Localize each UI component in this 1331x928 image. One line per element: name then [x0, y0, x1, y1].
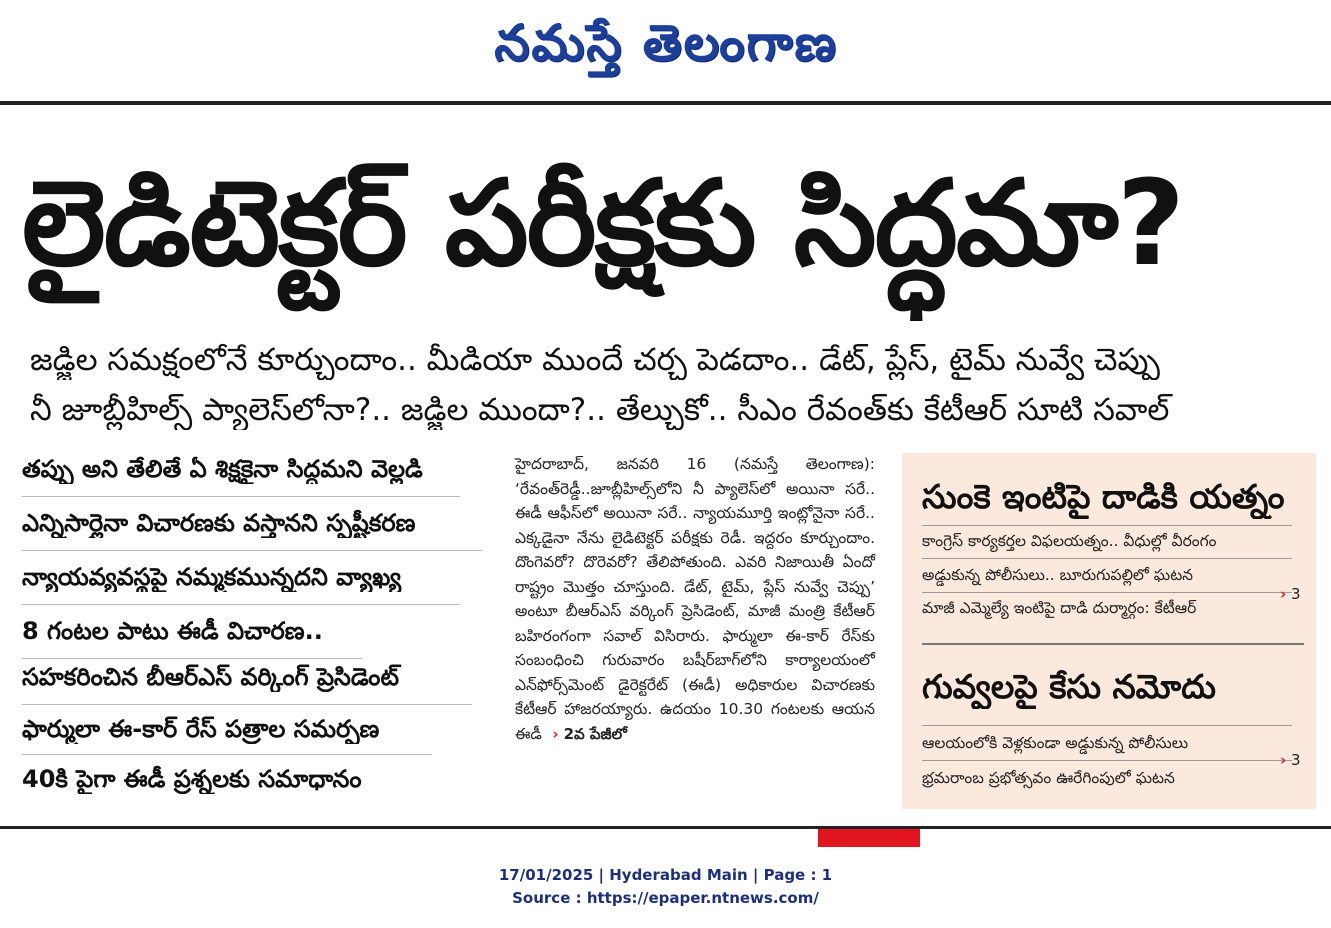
chevron-right-icon: ›: [1280, 751, 1287, 769]
lead-story: [515, 452, 875, 746]
page-number: 3: [1290, 751, 1301, 769]
divider: [22, 604, 460, 605]
sidebar-box: [902, 453, 1316, 809]
sidebar-story1-line: మాజీ ఎమ్మెల్యే ఇంటిపై దాడి దుర్మార్గం: కేటీఆర్: [922, 599, 1197, 617]
sidebar-story1-line: అడ్డుకున్న పోలీసులు.. బూరుగుపల్లిలో ఘటన: [922, 566, 1194, 584]
divider: [922, 525, 1292, 526]
divider: [22, 550, 482, 551]
divider: [922, 592, 1292, 593]
divider: [922, 760, 1292, 761]
divider: [22, 496, 460, 497]
subheadline-1: జడ్జిల సమక్షంలోనే కూర్చుందాం.. మీడియా ముందే చర్చ పెడదాం.. డేట్, ప్లేస్, టైమ్ నువ్వే చెప్పు: [30, 342, 1160, 378]
divider: [22, 658, 362, 659]
continued-arrow-icon: ›: [546, 724, 559, 743]
chevron-right-icon: ›: [1280, 585, 1287, 603]
highlight-item: ఎన్నిసార్లైనా విచారణకు వస్తానని స్పష్టీకరణ: [22, 509, 416, 537]
divider: [922, 558, 1292, 559]
bottom-rule: [0, 826, 1331, 829]
story-body: హైదరాబాద్, జనవరి 16 (నమస్తే తెలంగాణ): ‘రేవంత్‌రెడ్డీ..జూబ్లీహిల్స్‌లోని నీ ప్యాలెస్‌లో అయినా సరే.. ఈడీ ఆఫీస్‌లో అయినా సరే.. న్యాయమూర్తి ఇంట్లోనైనా సరే.. ఎక్కడైనా నేను లైడిటెక్టర్ పరీక్షకు రెడీ. ఇద్దరం కూర్చుందాం. దొంగెవరో? దొరెవరో? తేలిపోతుంది. ఎవరి నిజాయితీ ఏందో రాష్ట్రం మొత్తం చూస్తుంది. డేట్, టైమ్, ప్లేస్ నువ్వే చెప్పు’ అంటూ బీఆర్‌ఎస్ వర్కింగ్ ప్రెసిడెంట్, మాజీ మంత్రి కేటీఆర్ బహిరంగంగా సవాల్ విసిరారు. ఫార్ములా ఈ-కార్ రేస్‌కు సంబంధించి గురువారం బషీర్‌బాగ్‌లోని కార్యాలయంలో ఎన్‌ఫోర్స్‌మెంట్ డైరెక్టరేట్ (ఈడీ) అధికారుల విచారణకు కేటీఆర్ హాజరయ్యారు. ఉదయం 10.30 గంటలకు ఆయన ఈడీ: [515, 455, 875, 743]
footer-source-link[interactable]: Source : https://epaper.ntnews.com/: [512, 889, 819, 907]
sidebar-story2-line: భ్రమరాంబ ప్రభోత్సవం ఊరేగింపులో ఘటన: [922, 769, 1175, 787]
red-accent-tab: [818, 829, 920, 847]
page-number: 3: [1290, 585, 1301, 603]
highlight-item: ఫార్ములా ఈ-కార్ రేస్ పత్రాల సమర్పణ: [22, 715, 380, 743]
highlight-item: తప్పు అని తేలితే ఏ శిక్షకైనా సిద్ధమని వెల్లడి: [22, 455, 423, 483]
sidebar-story2-headline: గువ్వలపై కేసు నమోదు: [922, 667, 1216, 706]
sidebar-story1-headline: సుంకె ఇంటిపై దాడికి యత్నం: [922, 477, 1285, 516]
footer-edition-info: 17/01/2025 | Hyderabad Main | Page : 1: [498, 866, 833, 884]
section-divider: [922, 643, 1304, 645]
divider: [922, 725, 1292, 726]
highlight-item: న్యాయవ్యవస్థపై నమ్మకమున్నదని వ్యాఖ్య: [22, 563, 402, 591]
sidebar-story1-line: కాంగ్రెస్ కార్యకర్తల విఫలయత్నం.. వీధుల్లో వీరంగం: [922, 532, 1217, 550]
highlight-item: సహకరించిన బీఆర్‌ఎస్ వర్కింగ్ ప్రెసిడెంట్: [22, 663, 400, 691]
divider: [22, 754, 432, 755]
top-rule: [0, 101, 1331, 105]
highlight-item: 40కి పైగా ఈడీ ప్రశ్నలకు సమాధానం: [22, 765, 362, 793]
sidebar-story2-line: ఆలయంలోకి వెళ్లకుండా అడ్డుకున్న పోలీసులు: [922, 734, 1189, 752]
main-headline: లైడిటెక్టర్ పరీక్షకు సిద్ధమా?: [22, 154, 1184, 292]
sidebar-story2-page-ref[interactable]: [1280, 751, 1301, 769]
story-continued-link[interactable]: 2వ పేజీలో: [563, 724, 627, 743]
masthead: [0, 0, 1331, 100]
highlight-item: 8 గంటల పాటు ఈడీ విచారణ..: [22, 617, 323, 645]
divider: [22, 704, 472, 705]
newspaper-logo: నమస్తే తెలంగాణ: [494, 14, 838, 72]
sidebar-story1-page-ref[interactable]: [1280, 585, 1301, 603]
subheadline-2: నీ జూబ్లీహిల్స్ ప్యాలెస్‌లోనా?.. జడ్జిల ముందా?.. తేల్చుకో.. సీఎం రేవంత్‌కు కేటీఆర్ సూటి సవాల్: [30, 392, 1170, 428]
